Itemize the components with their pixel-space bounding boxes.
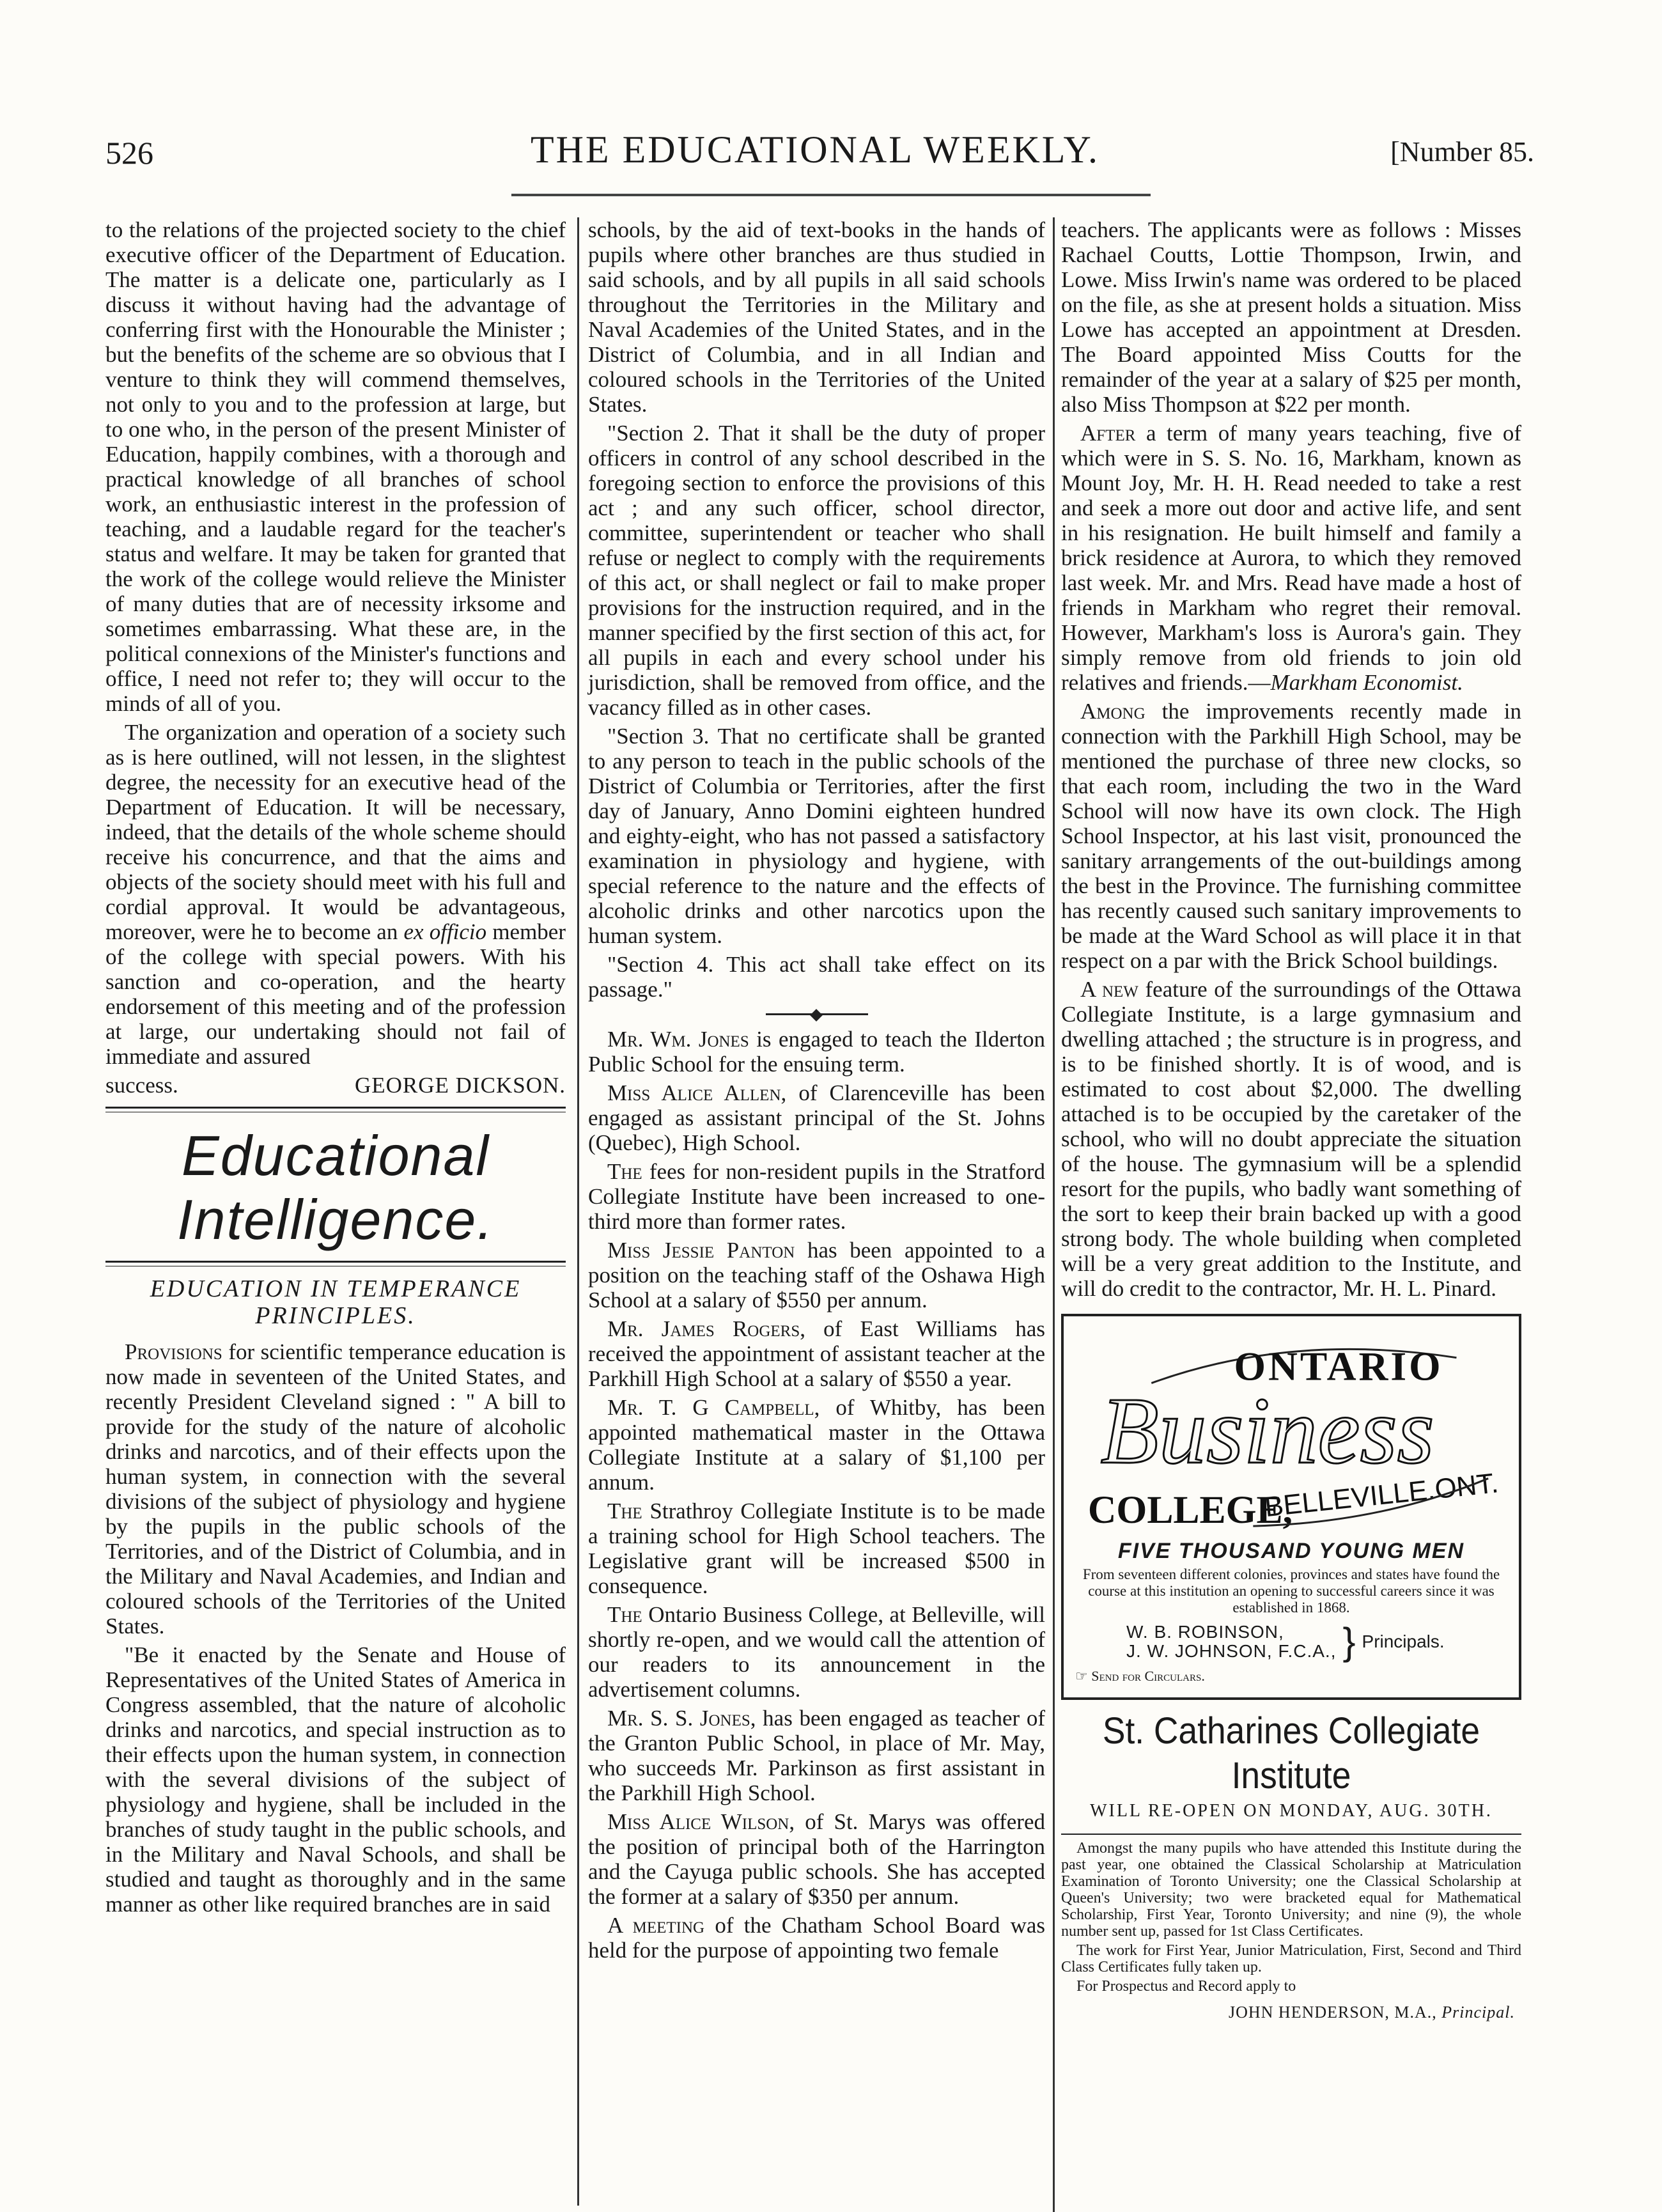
signature-line xyxy=(105,1073,566,1098)
collegiate-ad-body xyxy=(1061,1840,1521,1995)
principal-names xyxy=(1126,1623,1336,1661)
college-logo-art xyxy=(1075,1325,1507,1536)
ad-tagline: FIVE THOUSAND YOUNG MEN xyxy=(1117,1539,1465,1563)
news-item xyxy=(588,1395,1045,1495)
news-item: teachers. The applicants were as follows : Misses Rachael Coutts, Lottie Thompson, Irwin, and Lowe. Miss Irwin's name was ordered to be placed on the file, as she at present holds a situation. Miss Lowe has accepted an appointment at Dresden. The Board appointed Miss Coutts for the remainder of the year at a salary of $25 per month, also Miss Thompson at $22 per month. xyxy=(1061,217,1521,417)
paragraph-text: feature of the surroundings of the Ottawa Collegiate Institute, is a large gymnasium and dwelling attached ; the structure is in progress, and is to be finished shortly. It is of wood, and is estimated to cost about $2,000. The dwelling attached is to be occupied by the caretaker of the school, who will no doubt appreciate the situation of the house. The gymnasium will be a splendid resort for the pupils, who badly want something of the sort to keep their brain backed up with a good strong body. The whole building when completed will be a very great addition to the Institute, and will do credit to the contractor, Mr. H. L. Pinard. xyxy=(1061,977,1522,1301)
pointing-hand-icon: ☞ xyxy=(1075,1668,1088,1684)
signature-role: Principal. xyxy=(1441,2003,1515,2021)
page-number: 526 xyxy=(105,135,153,171)
send-text: Send for Circulars. xyxy=(1091,1668,1205,1684)
source-citation: Markham Economist. xyxy=(1270,670,1463,695)
lead-word: Mr. S. S. Jones, xyxy=(607,1706,756,1731)
column-1 xyxy=(105,217,566,1920)
ad-rule xyxy=(1061,1834,1521,1835)
paragraph-text: of St. Marys was offered the position of principal both of the Harrington and the Cayuga public schools. She has accepted the former at a salary of $350 per annum. xyxy=(588,1809,1045,1909)
news-item xyxy=(588,1159,1045,1234)
paragraph-text: of Whitby, has been appointed mathematical master in the Ottawa Collegiate Institute at a salary of $1,100 per annum. xyxy=(588,1395,1045,1495)
news-item xyxy=(1061,699,1521,973)
news-item xyxy=(588,1913,1045,1963)
ad-body: From seventeen different colonies, provinces and states have found the course at this institution an opening to successful careers since it was established in 1868. xyxy=(1082,1566,1500,1616)
news-item xyxy=(588,1238,1045,1312)
paragraph-text: has been appointed to a position on the teaching staff of the Oshawa High School at a salary of $550 per annum. xyxy=(588,1238,1045,1312)
lead-word: The xyxy=(607,1159,642,1184)
article-paragraph: "Be it enacted by the Senate and House of Representatives of the United States of America in Congress assembled, that the nature of alcoholic drinks and narcotics, and special instruction as to their effects upon the human system, in connection with the several divisions of the subject of physiology and hygiene, shall be included in the branches of study taught in the public schools, and in the Military and Naval Schools, and shall be studied and taught as thoroughly and in the same manner as other like required branches are in said xyxy=(105,1642,566,1917)
news-item xyxy=(1061,977,1521,1301)
lead-word: Miss Alice Allen, xyxy=(607,1080,787,1105)
news-item xyxy=(588,1499,1045,1598)
paragraph-text: The organization and operation of a society such as is here outlined, will not lessen, in the slightest degree, the necessity for an executive head of the Department of Education. It will be necessary, indeed, that the details of the whole scheme should receive his concurrence, and that the aims and objects of the society should meet with his full and cordial approval. It would be advantageous, moreover, were he to become an xyxy=(105,720,566,944)
paragraph-text: success. xyxy=(105,1073,178,1098)
brace-glyph: } xyxy=(1342,1620,1356,1663)
paragraph-text: the improvements recently made in connection with the Parkhill High School, may be mentioned the purchase of three new clocks, so that each room, including the two in the Ward School will now have its own clock. The High School Inspector, at his last visit, pronounced the sanitary arrangements of the out-buildings among the best in the Province. The furnishing committee has recently caused such sanitary improvements to be made at the Ward School as will place it in that respect on a par with the Brick School buildings. xyxy=(1061,699,1521,973)
lead-word: Mr. T. G Campbell, xyxy=(607,1395,820,1420)
news-item xyxy=(588,1080,1045,1155)
principals-label: Principals. xyxy=(1362,1632,1445,1651)
lead-word: Mr. James Rogers, xyxy=(607,1316,805,1341)
news-item xyxy=(588,1316,1045,1391)
column-2 xyxy=(588,217,1045,1967)
lead-word: The xyxy=(607,1602,642,1627)
column-rule xyxy=(577,217,579,2206)
paragraph-text: has been engaged as teacher of the Granton Public School, in place of Mr. May, who succeeds Mr. Parkinson as first assistant in the Parkhill High School. xyxy=(588,1706,1045,1805)
logo-college: COLLEGE, xyxy=(1087,1488,1293,1532)
article-paragraph: to the relations of the projected society to the chief executive officer of the Department of Education. The matter is a delicate one, particularly as I discuss it without having had the advantage of conferring first with the Honourable the Minister ; but the benefits of the scheme are so obvious that I venture to think they will commend themselves, not only to you and to the profession at large, but to one who, in the person of the present Minister of Education, happily combines, with a thorough and practical knowledge of all branches of school work, an enthusiastic interest in the profession of teaching, and a laudable regard for the teacher's status and welfare. It may be taken for granted that the work of the college would relieve the Minister of many duties that are of necessity irksome and sometimes embarrassing. What these are, in the political connexions of the Minister's functions and office, I need not refer to; they will occur to the minds of all of you. xyxy=(105,217,566,716)
news-item xyxy=(588,1027,1045,1077)
emphasis-text: ex officio xyxy=(403,919,487,944)
ad-paragraph: For Prospectus and Record apply to xyxy=(1076,1978,1296,1995)
paragraph-text: of the Chatham School Board was held for the purpose of appointing two female xyxy=(588,1913,1046,1963)
issue-number: [Number 85. xyxy=(1390,136,1534,167)
news-item xyxy=(588,1809,1045,1909)
header-rule xyxy=(511,194,1151,196)
section-rule xyxy=(105,1107,566,1112)
section-title: Educational Intelligence. xyxy=(177,1124,494,1251)
collegiate-ad-signature xyxy=(1061,2000,1521,2025)
paragraph-text: Ontario Business College, at Belleville, will shortly re-open, and we would call the attention of our readers to its announcement in the advertisement columns. xyxy=(588,1602,1045,1702)
news-item xyxy=(588,1602,1045,1702)
article-paragraph xyxy=(105,1339,566,1639)
paragraph-text: of Clarenceville has been engaged as assistant principal of the St. Johns (Quebec), High School. xyxy=(588,1080,1045,1155)
article-paragraph xyxy=(105,720,566,1069)
journal-title: THE EDUCATIONAL WEEKLY. xyxy=(530,129,1100,171)
collegiate-ad-reopen: WILL RE-OPEN ON MONDAY, AUG. 30TH. xyxy=(1090,1801,1493,1821)
paragraph-text: of East Williams has received the appointment of assistant teacher at the Parkhill High School at a salary of $550 a year. xyxy=(588,1316,1045,1391)
lead-word: After xyxy=(1080,421,1136,446)
logo-ontario: ONTARIO xyxy=(1234,1343,1443,1389)
principal-name: J. W. JOHNSON, F.C.A., xyxy=(1126,1641,1337,1661)
article-heading: EDUCATION IN TEMPERANCE PRINCIPLES. xyxy=(150,1275,522,1329)
collegiate-ad-title: St. Catharines Collegiate Institute xyxy=(1102,1710,1480,1796)
article-paragraph: "Section 4. This act shall take effect on its passage." xyxy=(588,952,1045,1002)
lead-word: Mr. Wm. Jones xyxy=(607,1027,749,1052)
signature-name: JOHN HENDERSON, M.A., xyxy=(1228,2003,1437,2021)
lead-word: Provisions xyxy=(125,1339,222,1364)
logo-city: BELLEVILLE.ONT. xyxy=(1263,1467,1500,1523)
news-item xyxy=(588,1706,1045,1805)
principal-name: W. B. ROBINSON, xyxy=(1126,1622,1284,1642)
lead-word: A new xyxy=(1080,977,1138,1002)
author-signature: GEORGE DICKSON. xyxy=(355,1073,566,1098)
paragraph-text: member of the college with special powers. With his sanction and co-operation, and the hearty endorsement of this meeting and of the profession at large, our undertaking should not fail of immediate and assured xyxy=(105,919,566,1069)
paragraph-text: is engaged to teach the Ilderton Public School for the ensuing term. xyxy=(588,1027,1045,1077)
lead-word: The xyxy=(607,1499,642,1523)
news-item xyxy=(1061,421,1521,695)
article-paragraph: schools, by the aid of text-books in the hands of pupils where other branches are thus studied in said schools, and by all pupils in all said schools throughout the Territories in the Military and Naval Academies of the United States, and in the District of Columbia, and in all Indian and coloured schools in the Territories of the United States. xyxy=(588,217,1045,417)
article-paragraph: "Section 3. That no certificate shall be granted to any person to teach in the public schools of the District of Columbia or Territories, after the first day of January, Anno Domini eighteen hundred and eighty-eight, who has not passed a satisfactory examination in physiology and hygiene, with special reference to the nature and the effects of alcoholic drinks and other narcotics upon the human system. xyxy=(588,724,1045,948)
paragraph-text: Strathroy Collegiate Institute is to be made a training school for High School teachers. The Legislative grant will be increased $500 in consequence. xyxy=(588,1499,1046,1598)
business-college-advertisement xyxy=(1061,1314,1521,1700)
paragraph-text: fees for non-resident pupils in the Stratford Collegiate Institute have been increased to one-third more than former rates. xyxy=(588,1159,1045,1234)
lead-word: Miss Jessie Panton xyxy=(607,1238,795,1263)
paragraph-text: a term of many years teaching, five of which were in S. S. No. 16, Markham, known as Mount Joy, Mr. H. H. Read needed to take a rest and seek a more out door and active life, and sent in his resignation. He built himself and family a brick residence at Aurora, to which they removed last week. Mr. and Mrs. Read have made a host of friends in Markham who regret their removal. However, Markham's loss is Aurora's gain. They simply remove from old friends to join old relatives and friends.— xyxy=(1061,421,1522,695)
lead-word: A meeting xyxy=(607,1913,705,1938)
logo-business: Business xyxy=(1100,1378,1434,1484)
ad-send-note xyxy=(1075,1663,1507,1688)
column-rule xyxy=(1053,217,1055,2212)
ornament-rule xyxy=(766,1013,868,1015)
lead-word: Among xyxy=(1080,699,1146,724)
college-logo xyxy=(1075,1325,1507,1536)
ad-paragraph: The work for First Year, Junior Matriculation, First, Second and Third Class Certificates fully taken up. xyxy=(1061,1942,1521,1975)
paragraph-text: for scientific temperance education is now made in seventeen of the United States, and recently President Cleveland signed : " A bill to provide for the study of the nature of alcoholic drinks and narcotics, and of their effects upon the human system, in connection with the several divisions of the subject of physiology and hygiene by the pupils in the public schools of the Territories, and of the District of Columbia, and in the Military and Naval Academies, and Indian and coloured schools of the Territories of the United States. xyxy=(105,1339,566,1639)
column-3 xyxy=(1061,217,1521,2025)
lead-word: Miss Alice Wilson, xyxy=(607,1809,795,1834)
article-paragraph: "Section 2. That it shall be the duty of proper officers in control of any school described in the foregoing section to enforce the provisions of this act ; and any such officer, school director, committee, superintendent or teacher who shall refuse or neglect to comply with the requirements of this act, or shall neglect or fail to make proper provisions for the instruction required, and in the manner specified by the first section of this act, for all pupils in each and every school under his jurisdiction, shall be removed from office, and the vacancy filled as in other cases. xyxy=(588,421,1045,720)
ad-principals xyxy=(1126,1620,1507,1663)
ad-paragraph: Amongst the many pupils who have attended this Institute during the past year, one obtained the Classical Scholarship at Matriculation Examination of Toronto University; one the Classical Scholarship at Queen's University; two were bracketed equal for Mathematical Scholarship, First Year, Toronto University; and nine (9), the whole number sent up, passed for 1st Class Certificates. xyxy=(1061,1840,1521,1940)
section-rule xyxy=(105,1261,566,1266)
running-head xyxy=(96,128,1534,179)
